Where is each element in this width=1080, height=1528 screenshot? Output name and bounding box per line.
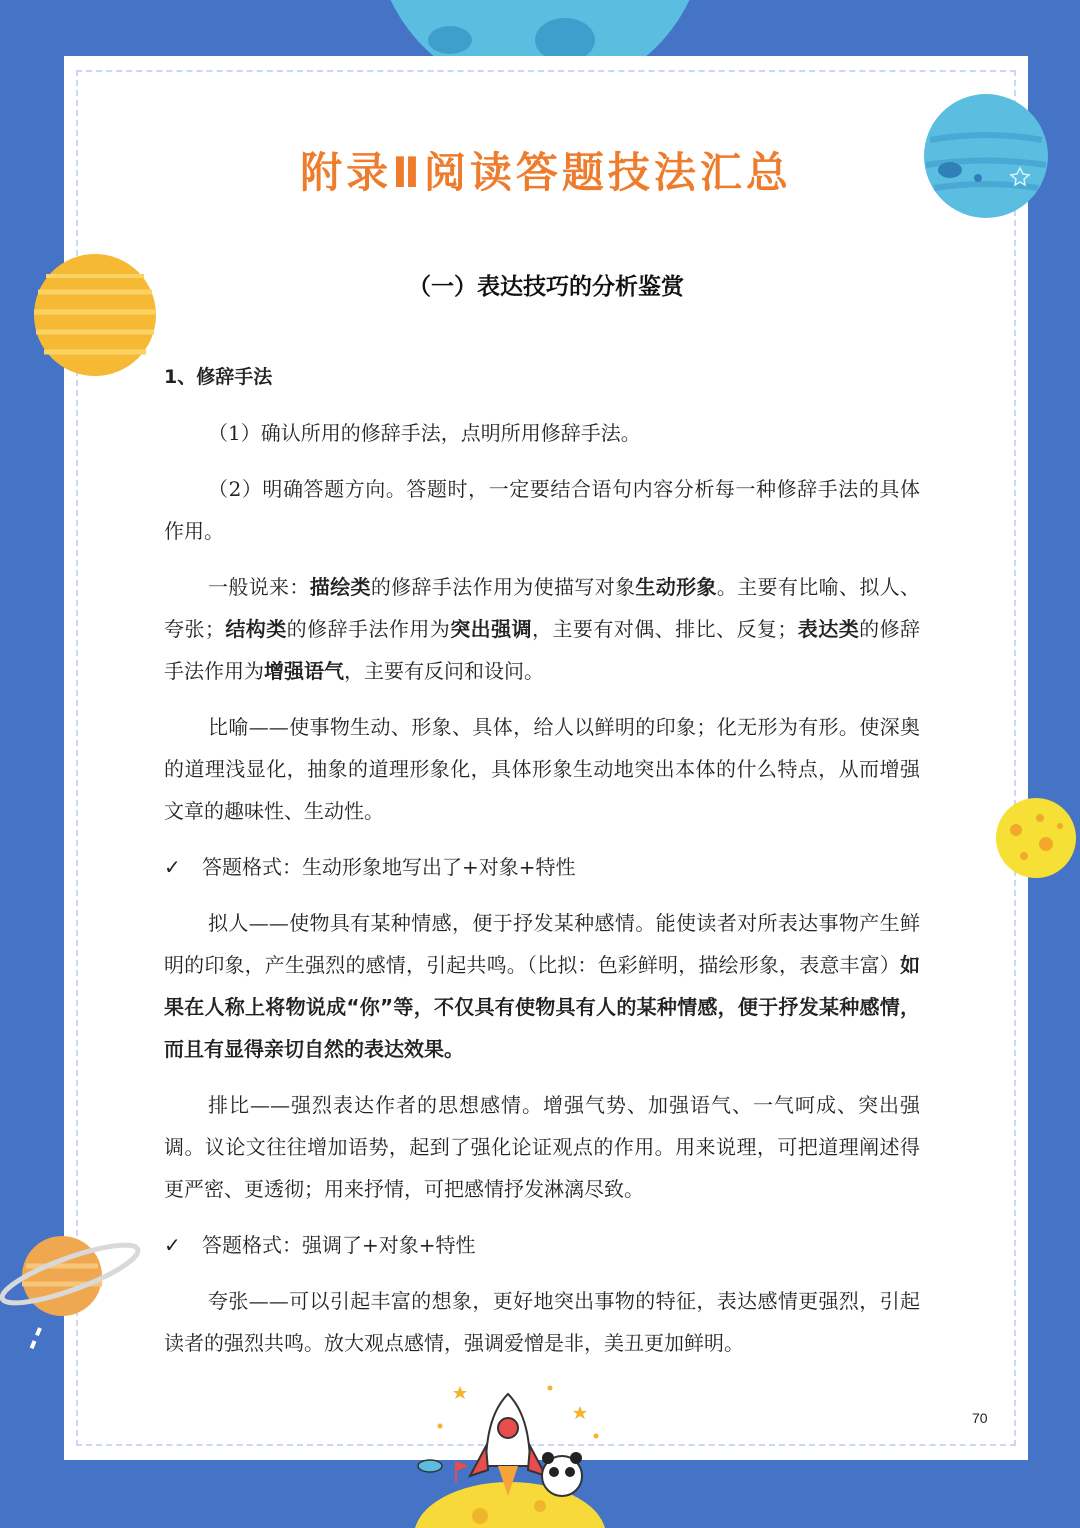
check-icon: ✓ — [164, 855, 181, 879]
paragraph-3-bold-6: 增强语气 — [264, 659, 344, 683]
paragraph-2: （2）明确答题方向。答题时，一定要结合语句内容分析每一种修辞手法的具体作用。 — [164, 477, 920, 543]
page-title: 附录Ⅱ阅读答题技法汇总 — [300, 148, 792, 197]
paragraph-3-bold-2: 生动形象 — [635, 575, 717, 599]
paragraph-1: （1）确认所用的修辞手法，点明所用修辞手法。 — [208, 421, 641, 445]
paragraph-parallelism: 排比——强烈表达作者的思想感情。增强气势、加强语气、一气呵成、突出强调。议论文往往增加语势，起到了强化论证观点的作用。用来说理，可把道理阐述得更严密、更透彻；用来抒情，可把感情抒发淋漓尽致。 — [164, 1093, 920, 1201]
paragraph-metaphor: 比喻——使事物生动、形象、具体，给人以鲜明的印象；化无形为有形。使深奥的道理浅显化，抽象的道理形象化，具体形象生动地突出本体的什么特点，从而增强文章的趣味性、生动性。 — [164, 715, 920, 823]
paragraph-3-text-2: 的修辞手法作用为使描写对象 — [370, 575, 636, 599]
paragraph-3-bold-5: 表达类 — [797, 617, 860, 641]
paragraph-personification-bold: 如果在人称上将物说成“你”等，不仅具有使物具有人的某种情感，便于抒发某种感情，而且有显得亲切自然的表达效果。 — [164, 953, 920, 1061]
small-yellow-planet-icon — [994, 796, 1078, 880]
answer-format-2 — [164, 1224, 920, 1266]
paragraph-3-text-5: ，主要有对偶、排比、反复； — [532, 617, 798, 641]
saturn-planet-icon — [0, 1228, 146, 1358]
answer-format-2-text: 答题格式：强调了+对象+特性 — [202, 1233, 476, 1257]
paragraph-exaggeration: 夸张——可以引起丰富的想象，更好地突出事物的特征，表达感情更强烈，引起读者的强烈共鸣。放大观点感情，强调爱憎是非，美丑更加鲜明。 — [164, 1289, 920, 1355]
answer-format-1 — [164, 846, 920, 888]
page-number: 70 — [972, 1410, 988, 1426]
rocket-panda-icon — [400, 1376, 620, 1528]
paragraph-3-bold-1: 描绘类 — [309, 575, 371, 599]
section-subtitle: （一）表达技巧的分析鉴赏 — [408, 274, 684, 300]
check-icon: ✓ — [164, 1233, 181, 1257]
answer-format-1-text: 答题格式：生动形象地写出了+对象+特性 — [202, 855, 576, 879]
paragraph-3-text-1: 一般说来： — [208, 575, 310, 599]
main-content — [164, 356, 920, 1378]
paragraph-3-text-4: 的修辞手法作用为 — [286, 617, 451, 641]
paragraph-3-text-7: ，主要有反问和设问。 — [344, 659, 544, 683]
paragraph-personification-text: 拟人——使物具有某种情感，便于抒发某种感情。能使读者对所表达事物产生鲜明的印象，产生强烈的感情，引起共鸣。（比拟：色彩鲜明，描绘形象，表意丰富） — [164, 911, 920, 977]
paragraph-3-bold-4: 突出强调 — [450, 617, 533, 641]
paragraph-3 — [164, 566, 920, 692]
paragraph-personification — [164, 902, 920, 1070]
paragraph-3-text-3: 。主要有比喻、拟人、夸张； — [164, 575, 921, 641]
paragraph-3-text-6: 的修辞手法作用为 — [164, 617, 921, 683]
paragraph-3-bold-3: 结构类 — [224, 617, 287, 641]
section-heading: 1、修辞手法 — [164, 366, 273, 388]
